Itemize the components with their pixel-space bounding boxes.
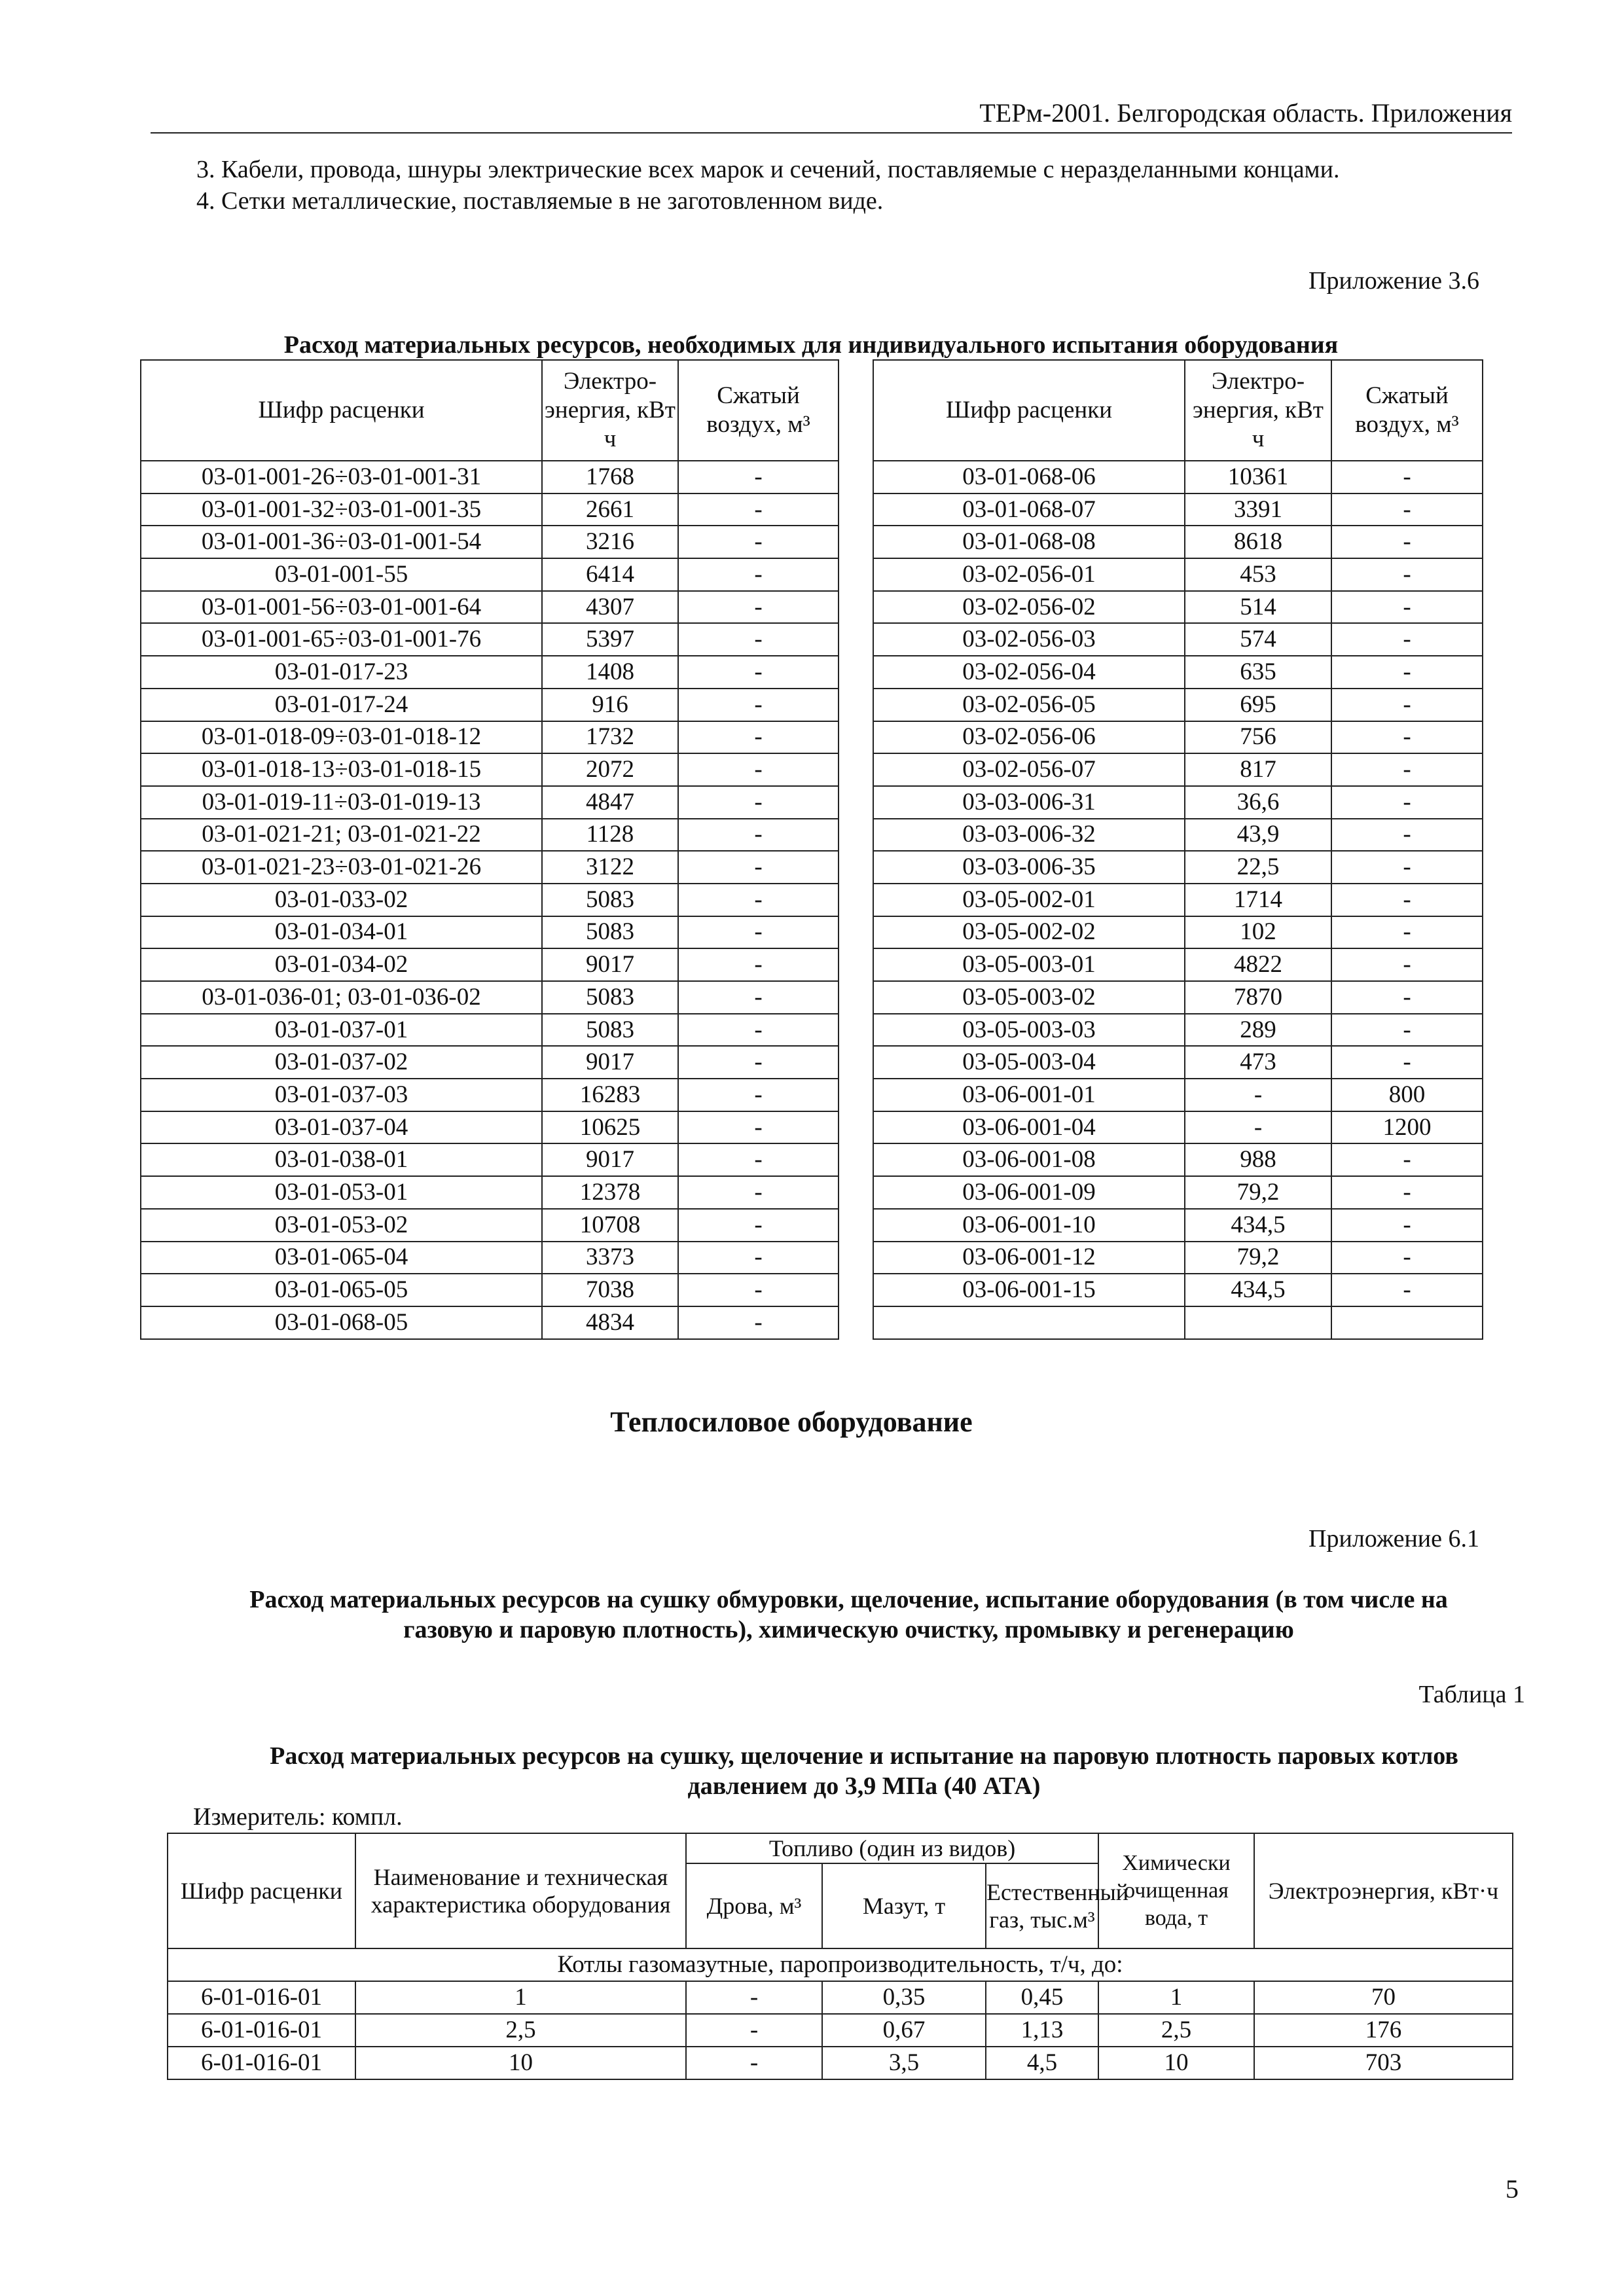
table-cell: 1,13 — [986, 2014, 1098, 2047]
appendix-3-6-label: Приложение 3.6 — [1308, 267, 1479, 295]
table-cell: 0,67 — [822, 2014, 986, 2047]
table-cell: 3,5 — [822, 2047, 986, 2079]
table-cell: - — [678, 948, 839, 981]
table-row — [873, 786, 1483, 819]
header-wood: Дрова, м³ — [686, 1863, 822, 1948]
table-cell: 03-05-003-03 — [873, 1014, 1185, 1047]
table-row — [141, 623, 839, 656]
appendix-6-1-caption-line2: газовую и паровую плотность), химическую очистку, промывку и регенерацию — [403, 1616, 1294, 1643]
table-cell: - — [678, 656, 839, 689]
table-row — [873, 1242, 1483, 1274]
table-row — [873, 1274, 1483, 1306]
table-cell: 1408 — [542, 656, 678, 689]
table-cell: 03-01-068-07 — [873, 493, 1185, 526]
table-cell: - — [678, 1306, 839, 1339]
table-row — [873, 656, 1483, 689]
table-cell: 5083 — [542, 884, 678, 916]
table-cell: 03-06-001-04 — [873, 1111, 1185, 1144]
table-cell: 79,2 — [1185, 1176, 1331, 1209]
table-cell: - — [1331, 753, 1483, 786]
table-cell: - — [678, 786, 839, 819]
table-cell: 102 — [1185, 916, 1331, 949]
table-cell: - — [1331, 623, 1483, 656]
table-cell: 03-01-017-23 — [141, 656, 542, 689]
table-row — [141, 461, 839, 493]
table-cell: 7038 — [542, 1274, 678, 1306]
table-cell: 03-01-021-23÷03-01-021-26 — [141, 851, 542, 884]
table-cell: 03-01-068-05 — [141, 1306, 542, 1339]
table-row — [873, 851, 1483, 884]
header-water: Химически очищенная вода, т — [1098, 1833, 1254, 1948]
table-cell: 03-02-056-04 — [873, 656, 1185, 689]
table-row — [168, 2047, 1513, 2079]
table-cell: 16283 — [542, 1079, 678, 1111]
header-air: Сжатый воздух, м³ — [678, 360, 839, 461]
rates-table-left — [140, 359, 839, 1340]
table-cell: - — [1331, 1046, 1483, 1079]
table-cell: 10 — [355, 2047, 686, 2079]
table-cell: 03-01-001-32÷03-01-001-35 — [141, 493, 542, 526]
table-cell: 4307 — [542, 591, 678, 624]
table-cell: - — [678, 1242, 839, 1274]
table-row — [873, 591, 1483, 624]
table-cell: 289 — [1185, 1014, 1331, 1047]
table-cell: 3122 — [542, 851, 678, 884]
table-row — [141, 753, 839, 786]
table-row — [873, 981, 1483, 1014]
table-cell: - — [678, 1274, 839, 1306]
table-row — [141, 656, 839, 689]
table-cell: - — [686, 2014, 822, 2047]
table-cell: 03-01-065-05 — [141, 1274, 542, 1306]
table-row — [141, 1111, 839, 1144]
table-cell: 9017 — [542, 1143, 678, 1176]
table-cell: 4847 — [542, 786, 678, 819]
table-row — [873, 1079, 1483, 1111]
table-cell: 635 — [1185, 656, 1331, 689]
table-cell: 03-01-034-02 — [141, 948, 542, 981]
table-cell: 1714 — [1185, 884, 1331, 916]
table-cell: - — [678, 1014, 839, 1047]
table-cell: 03-03-006-32 — [873, 819, 1185, 852]
table-row — [873, 1143, 1483, 1176]
table-row — [141, 916, 839, 949]
table-row — [873, 623, 1483, 656]
running-header: ТЕРм-2001. Белгородская область. Приложения — [979, 98, 1512, 128]
table-cell: 3373 — [542, 1242, 678, 1274]
table-row — [873, 1014, 1483, 1047]
header-power: Электроэнергия, кВт·ч — [1254, 1833, 1513, 1948]
table-cell: - — [1331, 981, 1483, 1014]
table-cell: 0,45 — [986, 1981, 1098, 2014]
table-cell: 03-05-002-02 — [873, 916, 1185, 949]
table-row — [141, 786, 839, 819]
table-cell: 22,5 — [1185, 851, 1331, 884]
section-title: Теплосиловое оборудование — [610, 1406, 973, 1438]
header-code: Шифр расценки — [141, 360, 542, 461]
header-gas: Естественный газ, тыс.м³ — [986, 1863, 1098, 1948]
table-row — [873, 1306, 1483, 1339]
table-cell: 6-01-016-01 — [168, 1981, 355, 2014]
table-row — [141, 1079, 839, 1111]
table-row — [141, 591, 839, 624]
table-cell: 03-02-056-06 — [873, 721, 1185, 754]
header-name: Наименование и техническая характеристика оборудования — [355, 1833, 686, 1948]
table-cell: 0,35 — [822, 1981, 986, 2014]
table-cell: 03-05-003-01 — [873, 948, 1185, 981]
table-row — [141, 558, 839, 591]
table-cell: 10708 — [542, 1209, 678, 1242]
table-cell: 514 — [1185, 591, 1331, 624]
table-cell: 2,5 — [1098, 2014, 1254, 2047]
table-row — [141, 721, 839, 754]
table-row — [873, 1111, 1483, 1144]
table-cell: - — [678, 493, 839, 526]
drying-table — [167, 1833, 1513, 2080]
table-cell: 916 — [542, 689, 678, 721]
table-cell: 03-01-068-08 — [873, 526, 1185, 558]
table-cell: - — [678, 981, 839, 1014]
table-1-caption-line2: давлением до 3,9 МПа (40 АТА) — [687, 1772, 1041, 1800]
table-cell: 03-01-033-02 — [141, 884, 542, 916]
table-cell: 03-06-001-15 — [873, 1274, 1185, 1306]
table-cell: 176 — [1254, 2014, 1513, 2047]
table-cell: - — [1331, 1014, 1483, 1047]
table-cell: - — [1331, 689, 1483, 721]
table-row — [873, 493, 1483, 526]
table-cell: - — [1331, 884, 1483, 916]
table-cell: 12378 — [542, 1176, 678, 1209]
table-cell: 9017 — [542, 948, 678, 981]
group-row — [168, 1948, 1513, 1981]
table-cell: 9017 — [542, 1046, 678, 1079]
table-cell: 4,5 — [986, 2047, 1098, 2079]
table-cell — [1185, 1306, 1331, 1339]
table-cell: - — [678, 461, 839, 493]
table-cell: 434,5 — [1185, 1209, 1331, 1242]
table-cell: 10361 — [1185, 461, 1331, 493]
rates-left-body — [141, 461, 839, 1339]
table-cell: 1200 — [1331, 1111, 1483, 1144]
table-cell: - — [1185, 1079, 1331, 1111]
table-cell: 03-01-037-01 — [141, 1014, 542, 1047]
table-cell: - — [1331, 558, 1483, 591]
table-cell: 4834 — [542, 1306, 678, 1339]
note-3: 3. Кабели, провода, шнуры электрические всех марок и сечений, поставляемые с неразделанными концами. — [196, 156, 1340, 183]
table-cell: 43,9 — [1185, 819, 1331, 852]
table-cell: 5083 — [542, 981, 678, 1014]
header-code: Шифр расценки — [873, 360, 1185, 461]
table-row — [873, 819, 1483, 852]
table-row — [141, 1306, 839, 1339]
table-cell: 03-05-002-01 — [873, 884, 1185, 916]
table-cell: 03-01-034-01 — [141, 916, 542, 949]
table-cell: - — [678, 916, 839, 949]
table-1-label: Таблица 1 — [1418, 1681, 1525, 1708]
table-cell: 703 — [1254, 2047, 1513, 2079]
table-row — [141, 1143, 839, 1176]
table-cell: - — [678, 689, 839, 721]
table-cell: - — [678, 884, 839, 916]
table-row — [141, 1176, 839, 1209]
table-cell: - — [1331, 851, 1483, 884]
table-cell: 1 — [1098, 1981, 1254, 2014]
table-cell: 1128 — [542, 819, 678, 852]
rates-table-right — [873, 359, 1483, 1340]
table-row — [873, 1046, 1483, 1079]
table-row — [873, 753, 1483, 786]
table-cell: 03-01-021-21; 03-01-021-22 — [141, 819, 542, 852]
table-row — [141, 1242, 839, 1274]
table-cell: 2661 — [542, 493, 678, 526]
table-row — [141, 819, 839, 852]
table-cell: - — [678, 1111, 839, 1144]
table-cell: 03-05-003-04 — [873, 1046, 1185, 1079]
table-cell: 03-06-001-12 — [873, 1242, 1185, 1274]
table-cell: 03-01-001-56÷03-01-001-64 — [141, 591, 542, 624]
table-cell — [1331, 1306, 1483, 1339]
table-row — [141, 884, 839, 916]
table-cell: 5397 — [542, 623, 678, 656]
unit-label: Измеритель: компл. — [193, 1803, 403, 1831]
table-1-caption-line1: Расход материальных ресурсов на сушку, щелочение и испытание на паровую плотность паровых котлов — [270, 1742, 1458, 1770]
table-cell: 1 — [355, 1981, 686, 2014]
table-cell: 03-02-056-02 — [873, 591, 1185, 624]
table-row — [141, 689, 839, 721]
table-cell: 10625 — [542, 1111, 678, 1144]
appendix-3-6-caption: Расход материальных ресурсов, необходимых для индивидуального испытания оборудования — [283, 331, 1339, 359]
table-row — [141, 948, 839, 981]
table-cell: 03-01-053-02 — [141, 1209, 542, 1242]
table-cell: - — [678, 753, 839, 786]
table-cell: 03-06-001-10 — [873, 1209, 1185, 1242]
table-cell: - — [678, 558, 839, 591]
table-cell: - — [678, 526, 839, 558]
table-cell: 756 — [1185, 721, 1331, 754]
table-cell: 2,5 — [355, 2014, 686, 2047]
table-cell: - — [1331, 526, 1483, 558]
table-cell: - — [1331, 1143, 1483, 1176]
table-cell: - — [678, 1176, 839, 1209]
table-cell: - — [678, 1209, 839, 1242]
note-4: 4. Сетки металлические, поставляемые в не заготовленном виде. — [196, 187, 884, 215]
table-cell: 03-01-037-04 — [141, 1111, 542, 1144]
table-row — [141, 1046, 839, 1079]
table-header-row — [168, 1833, 1513, 1863]
table-header-row — [141, 360, 839, 461]
table-cell: - — [1331, 948, 1483, 981]
table-cell: - — [1331, 1274, 1483, 1306]
header-rule — [151, 132, 1512, 134]
table-row — [873, 948, 1483, 981]
table-cell: - — [1331, 656, 1483, 689]
table-cell: 03-01-001-26÷03-01-001-31 — [141, 461, 542, 493]
table-cell: 70 — [1254, 1981, 1513, 2014]
table-cell: 3216 — [542, 526, 678, 558]
table-cell: 473 — [1185, 1046, 1331, 1079]
table-cell: 695 — [1185, 689, 1331, 721]
rates-right-body — [873, 461, 1483, 1339]
header-energy: Электро-энергия, кВт ч — [1185, 360, 1331, 461]
table-cell: - — [1331, 721, 1483, 754]
table-cell: 8618 — [1185, 526, 1331, 558]
table-row — [168, 1981, 1513, 2014]
table-cell: 1732 — [542, 721, 678, 754]
table-cell: 79,2 — [1185, 1242, 1331, 1274]
table-cell: 03-03-006-35 — [873, 851, 1185, 884]
appendix-6-1-label: Приложение 6.1 — [1308, 1525, 1479, 1552]
header-energy: Электро-энергия, кВт ч — [542, 360, 678, 461]
table-row — [873, 461, 1483, 493]
table-cell — [873, 1306, 1185, 1339]
table-cell: 03-06-001-08 — [873, 1143, 1185, 1176]
table-cell: 453 — [1185, 558, 1331, 591]
table-row — [873, 558, 1483, 591]
table-cell: - — [678, 1079, 839, 1111]
table-row — [873, 689, 1483, 721]
table-cell: - — [1331, 1176, 1483, 1209]
table-cell: - — [1331, 786, 1483, 819]
drying-table-body — [168, 1948, 1513, 2079]
table-cell: - — [1331, 461, 1483, 493]
table-cell: - — [678, 623, 839, 656]
table-cell: 03-01-017-24 — [141, 689, 542, 721]
table-row — [873, 884, 1483, 916]
table-cell: 3391 — [1185, 493, 1331, 526]
table-cell: 03-02-056-05 — [873, 689, 1185, 721]
table-cell: - — [678, 819, 839, 852]
table-cell: 03-01-037-03 — [141, 1079, 542, 1111]
table-cell: 03-05-003-02 — [873, 981, 1185, 1014]
table-cell: 6-01-016-01 — [168, 2047, 355, 2079]
table-cell: 03-01-038-01 — [141, 1143, 542, 1176]
table-cell: - — [678, 1143, 839, 1176]
table-cell: 10 — [1098, 2047, 1254, 2079]
table-cell: 03-02-056-01 — [873, 558, 1185, 591]
table-cell: 574 — [1185, 623, 1331, 656]
table-cell: - — [686, 2047, 822, 2079]
table-cell: - — [678, 591, 839, 624]
table-row — [141, 981, 839, 1014]
table-row — [168, 2014, 1513, 2047]
table-cell: 03-03-006-31 — [873, 786, 1185, 819]
table-cell: 03-01-068-06 — [873, 461, 1185, 493]
header-air: Сжатый воздух, м³ — [1331, 360, 1483, 461]
table-cell: 03-01-001-65÷03-01-001-76 — [141, 623, 542, 656]
table-row — [873, 916, 1483, 949]
table-cell: - — [678, 721, 839, 754]
table-row — [873, 721, 1483, 754]
table-cell: - — [686, 1981, 822, 2014]
table-cell: 7870 — [1185, 981, 1331, 1014]
table-cell: 03-02-056-03 — [873, 623, 1185, 656]
table-cell: 03-01-018-13÷03-01-018-15 — [141, 753, 542, 786]
table-cell: 5083 — [542, 1014, 678, 1047]
table-row — [141, 1274, 839, 1306]
table-cell: 03-01-001-55 — [141, 558, 542, 591]
table-cell: - — [1331, 493, 1483, 526]
appendix-6-1-caption-line1: Расход материальных ресурсов на сушку обмуровки, щелочение, испытание оборудования (в том числе на — [249, 1586, 1448, 1613]
table-cell: 4822 — [1185, 948, 1331, 981]
table-row — [141, 1014, 839, 1047]
table-row — [141, 851, 839, 884]
table-cell: 03-02-056-07 — [873, 753, 1185, 786]
table-header-row — [873, 360, 1483, 461]
table-cell: 03-01-053-01 — [141, 1176, 542, 1209]
table-cell: 03-01-019-11÷03-01-019-13 — [141, 786, 542, 819]
table-cell: - — [1331, 819, 1483, 852]
table-cell: 03-01-036-01; 03-01-036-02 — [141, 981, 542, 1014]
table-cell: 03-06-001-01 — [873, 1079, 1185, 1111]
table-cell: 03-06-001-09 — [873, 1176, 1185, 1209]
table-cell: 5083 — [542, 916, 678, 949]
table-cell: - — [1331, 1209, 1483, 1242]
table-cell: 03-01-065-04 — [141, 1242, 542, 1274]
table-row — [873, 526, 1483, 558]
header-mazut: Мазут, т — [822, 1863, 986, 1948]
table-cell: 03-01-018-09÷03-01-018-12 — [141, 721, 542, 754]
table-cell: - — [1331, 916, 1483, 949]
table-row — [141, 493, 839, 526]
table-row — [873, 1209, 1483, 1242]
group-row-label: Котлы газомазутные, паропроизводительность, т/ч, до: — [168, 1948, 1513, 1981]
table-cell: 36,6 — [1185, 786, 1331, 819]
table-row — [141, 526, 839, 558]
table-cell: - — [1185, 1111, 1331, 1144]
table-cell: 6414 — [542, 558, 678, 591]
table-cell: 1768 — [542, 461, 678, 493]
table-cell: - — [678, 851, 839, 884]
header-code: Шифр расценки — [168, 1833, 355, 1948]
table-cell: 800 — [1331, 1079, 1483, 1111]
header-fuel: Топливо (один из видов) — [686, 1833, 1098, 1863]
table-row — [873, 1176, 1483, 1209]
table-cell: - — [678, 1046, 839, 1079]
table-cell: - — [1331, 591, 1483, 624]
table-cell: - — [1331, 1242, 1483, 1274]
table-cell: 03-01-001-36÷03-01-001-54 — [141, 526, 542, 558]
table-cell: 817 — [1185, 753, 1331, 786]
table-cell: 434,5 — [1185, 1274, 1331, 1306]
table-cell: 03-01-037-02 — [141, 1046, 542, 1079]
table-row — [141, 1209, 839, 1242]
table-cell: 6-01-016-01 — [168, 2014, 355, 2047]
page-number: 5 — [1506, 2174, 1519, 2204]
table-cell: 2072 — [542, 753, 678, 786]
table-cell: 988 — [1185, 1143, 1331, 1176]
